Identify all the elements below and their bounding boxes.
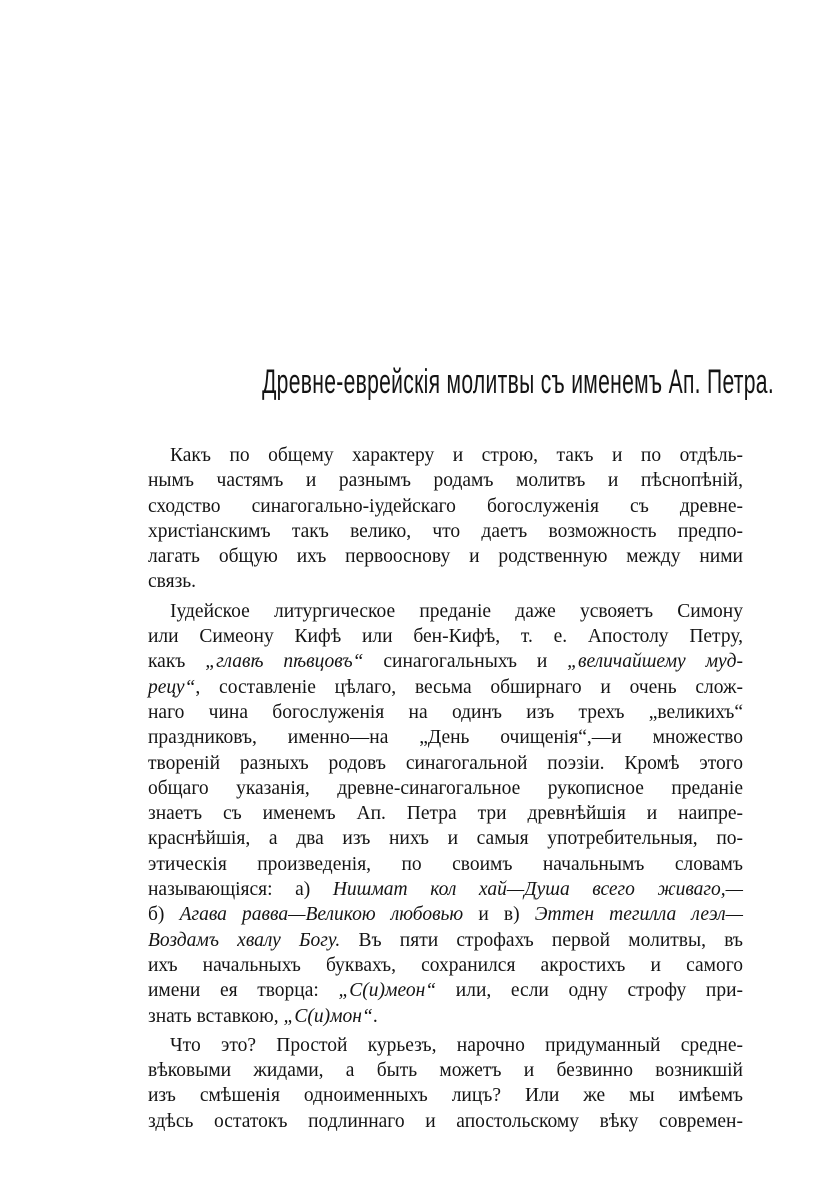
text-run: Въ пяти строфахъ первой молитвы, въ: [340, 929, 744, 951]
text-line: Что это? Простой курьезъ, нарочно придуманный средне-: [170, 1034, 743, 1056]
italic-phrase: Нишмат кол хай—Душа всего живаго,—: [332, 879, 743, 901]
text-line: нымъ частямъ и разнымъ родамъ молитвъ и пѣснопѣній,: [148, 470, 743, 492]
text-line: вѣковыми жидами, а быть можетъ и безвинно возникшій: [148, 1060, 743, 1082]
text-run: .: [372, 1005, 378, 1027]
italic-phrase: Эттен тегилла леэл—: [534, 904, 743, 926]
text-run: какъ: [148, 651, 206, 673]
paragraph-3: [148, 1033, 743, 1134]
paragraph-2: [148, 599, 743, 1029]
text-line: [148, 902, 743, 927]
text-run: , составленіе цѣлаго, весьма обширнаго и очень слож-: [195, 676, 743, 698]
italic-phrase: рецу“: [148, 676, 196, 698]
text-line: твореній разныхъ родовъ синагогальной поэзіи. Кромѣ этого: [148, 752, 743, 774]
text-line: [148, 877, 743, 902]
text-line: связь.: [148, 571, 197, 593]
paragraph-1: [148, 443, 743, 595]
italic-phrase: Воздамъ хвалу Богу.: [148, 929, 341, 951]
italic-phrase: „С(и)меон“: [338, 980, 437, 1002]
text-line: Какъ по общему характеру и строю, такъ и по отдѣль-: [170, 445, 743, 466]
text-line: здѣсь остатокъ подлиннаго и апостольскому вѣку современ-: [148, 1110, 743, 1132]
text-line: наго чина богослуженія на одинъ изъ трехъ „великихъ“: [148, 701, 743, 723]
text-line: лагать общую ихъ первооснову и родственную между ними: [148, 546, 743, 568]
text-run: называющіяся: а): [148, 879, 333, 901]
text-line: краснѣйшія, а два изъ нихъ и самыя употребительныя, по-: [148, 828, 743, 850]
chapter-title: Древне-еврейскія молитвы съ именемъ Ап. Петра.: [262, 363, 774, 401]
text-line: [148, 649, 743, 674]
italic-phrase: Агава равва—Великою любовью: [179, 904, 464, 926]
text-run: синагогальныхъ и: [363, 651, 568, 673]
text-line: или Симеону Кифѣ или бен-Кифѣ, т. е. Апостолу Петру,: [148, 626, 743, 648]
text-run: и в): [463, 904, 535, 926]
text-line: [148, 978, 743, 1003]
italic-phrase: „главѣ пѣвцовъ“: [205, 651, 364, 673]
text-run: или, если одну строфу при-: [436, 980, 744, 1002]
italic-phrase: „величайшему муд-: [567, 651, 743, 673]
body-text: [148, 443, 743, 1134]
text-line: знаетъ съ именемъ Ап. Петра три древнѣйшія и наипре-: [148, 803, 743, 825]
text-run: знать вставкою,: [148, 1005, 284, 1027]
text-line: [148, 928, 743, 953]
text-line: [148, 1004, 743, 1029]
text-line: христіанскимъ такъ велико, что даетъ возможность предпо-: [148, 520, 743, 542]
text-line: сходство синагогально-іудейскаго богослуженія съ древне-: [148, 495, 743, 517]
text-line: Іудейское литургическое преданіе даже усвояетъ Симону: [170, 600, 743, 622]
text-run: б): [148, 904, 180, 926]
text-line: изъ смѣшенія одноименныхъ лицъ? Или же мы имѣемъ: [148, 1085, 743, 1107]
text-line: ихъ начальныхъ буквахъ, сохранился акростихъ и самого: [148, 954, 743, 976]
text-line: общаго указанія, древне-синагогальное рукописное преданіе: [148, 777, 743, 799]
text-run: имени ея творца:: [148, 980, 339, 1002]
text-line: этическія произведенія, по своимъ начальнымъ словамъ: [148, 853, 743, 875]
italic-phrase: „С(и)мон“: [283, 1005, 373, 1027]
text-line: [148, 675, 743, 700]
text-line: праздниковъ, именно—на „День очищенія“,—и множество: [148, 727, 743, 749]
